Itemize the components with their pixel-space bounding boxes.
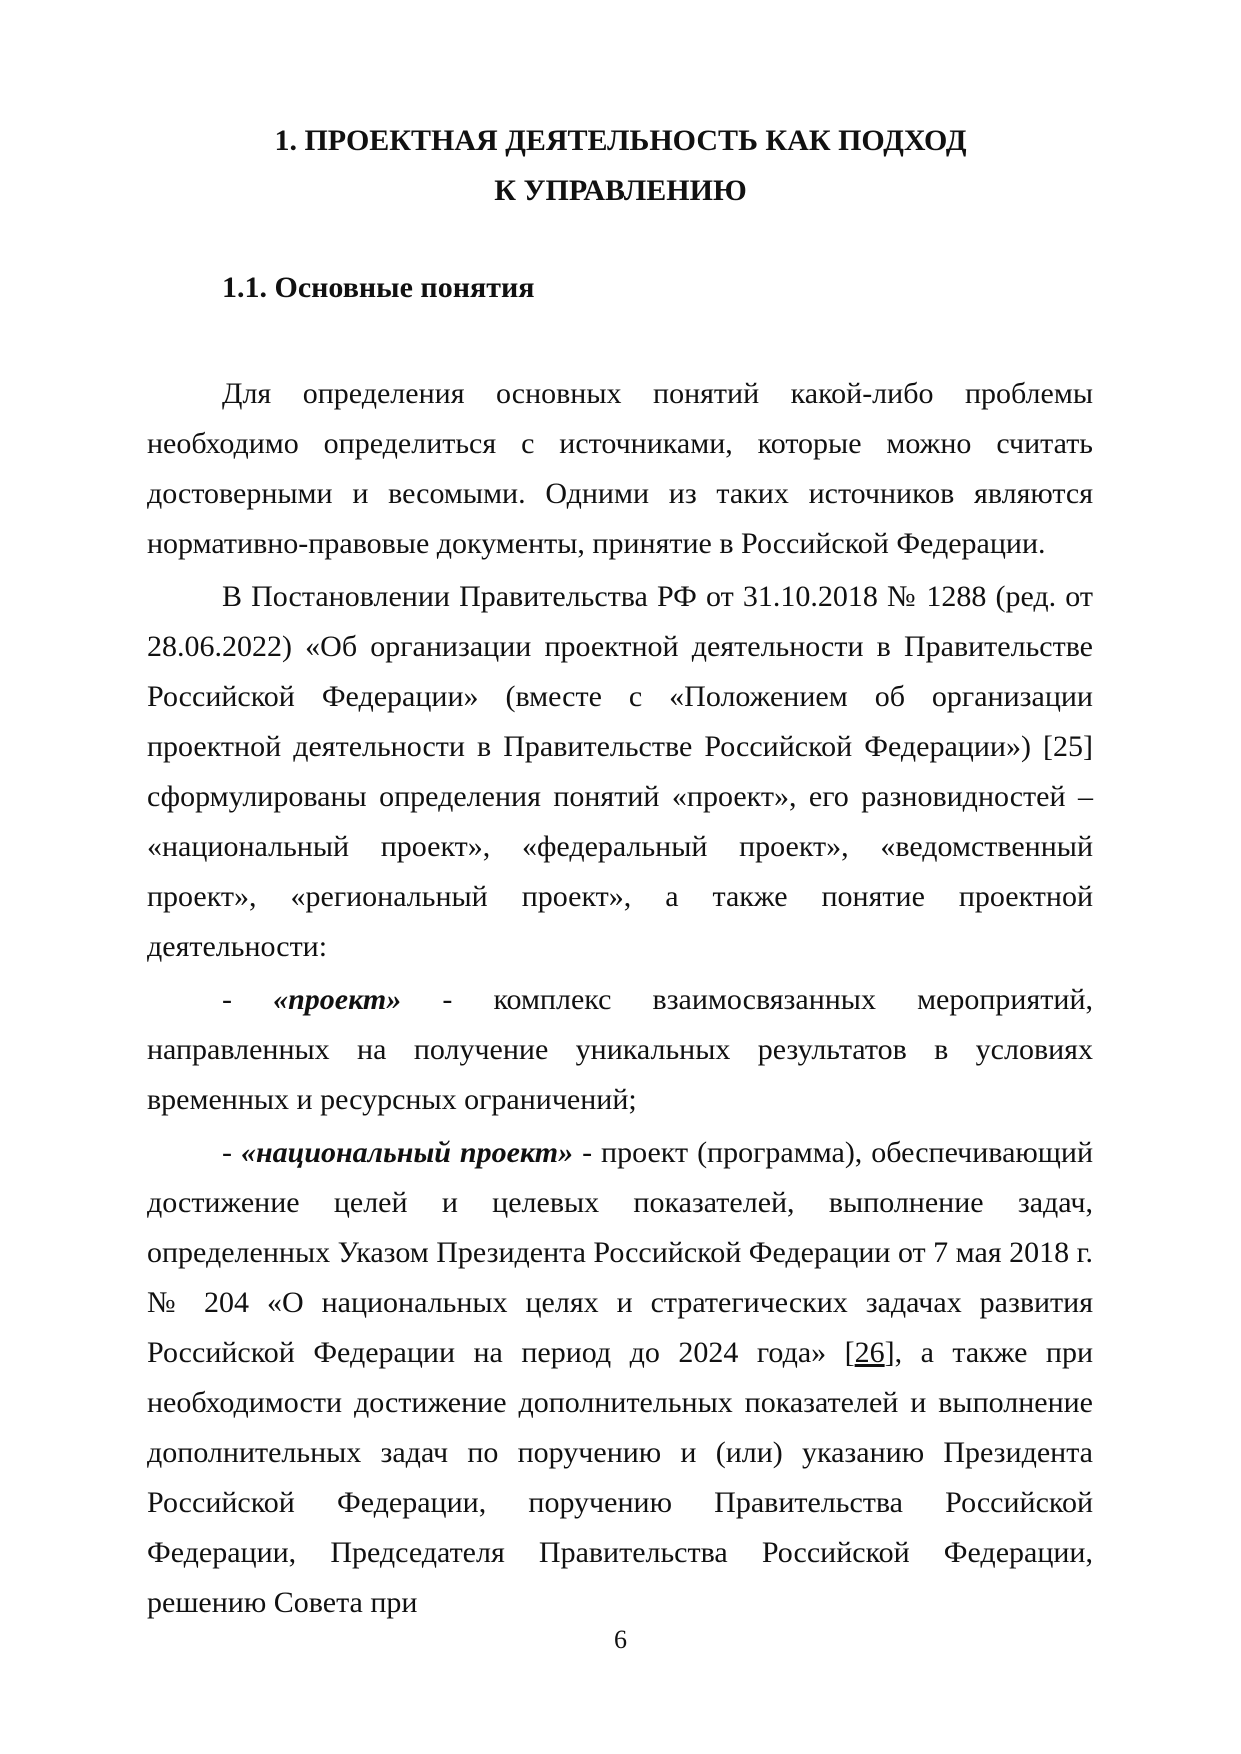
term-national-project: «национальный проект»	[241, 1136, 574, 1169]
definition-project-text: - комплекс взаимосвязанных мероприятий, направленных на получение уникальных результатов в условиях временных и ресурсных ограничений;	[147, 983, 1093, 1116]
page-number: 6	[614, 1625, 627, 1654]
term-project: «проект»	[273, 983, 402, 1016]
list-dash: -	[222, 1136, 232, 1169]
definition-national-project-text: - проект (программа), обеспечивающий достижение целей и целевых показателей, выполнение задач, определенных Указом Президента Российской Федерации от 7 мая 2018 г. № 204 «О национальных целях и стратегических задачах развития Российской Федерации на период до 2024 года» [	[147, 1136, 1094, 1369]
reference-link-26[interactable]: 26	[854, 1336, 885, 1369]
chapter-title-line-2: К УПРАВЛЕНИЮ	[494, 174, 747, 207]
definition-national-project	[147, 1128, 1093, 1628]
definition-project	[147, 975, 1093, 1125]
paragraph-decree: В Постановлении Правительства РФ от 31.10.2018 № 1288 (ред. от 28.06.2022) «Об организации проектной деятельности в Правительстве Российской Федерации» (вместе с «Положением об организации проектной деятельности в Правительстве Российской Федерации») [25] сформулированы определения понятий «проект», его разновидностей – «национальный проект», «федеральный проект», «ведомственный проект», «региональный проект», а также понятие проектной деятельности:	[147, 580, 1093, 963]
chapter-title-line-1: 1. ПРОЕКТНАЯ ДЕЯТЕЛЬНОСТЬ КАК ПОДХОД	[274, 124, 967, 157]
list-dash: -	[222, 983, 232, 1016]
paragraph-intro: Для определения основных понятий какой-либо проблемы необходимо определиться с источниками, которые можно считать достоверными и весомыми. Одними из таких источников являются нормативно-правовые документы, принятие в Российской Федерации.	[147, 377, 1093, 560]
definition-national-project-continued: ], а также при необходимости достижение дополнительных показателей и выполнение дополнительных задач по поручению и (или) указанию Президента Российской Федерации, поручению Правительства Российской Федерации, Председателя Правительства Российской Федерации, решению Совета при	[147, 1336, 1093, 1619]
body-text	[147, 369, 1093, 1628]
chapter-title	[150, 116, 1091, 216]
section-title: 1.1. Основные понятия	[222, 271, 535, 304]
